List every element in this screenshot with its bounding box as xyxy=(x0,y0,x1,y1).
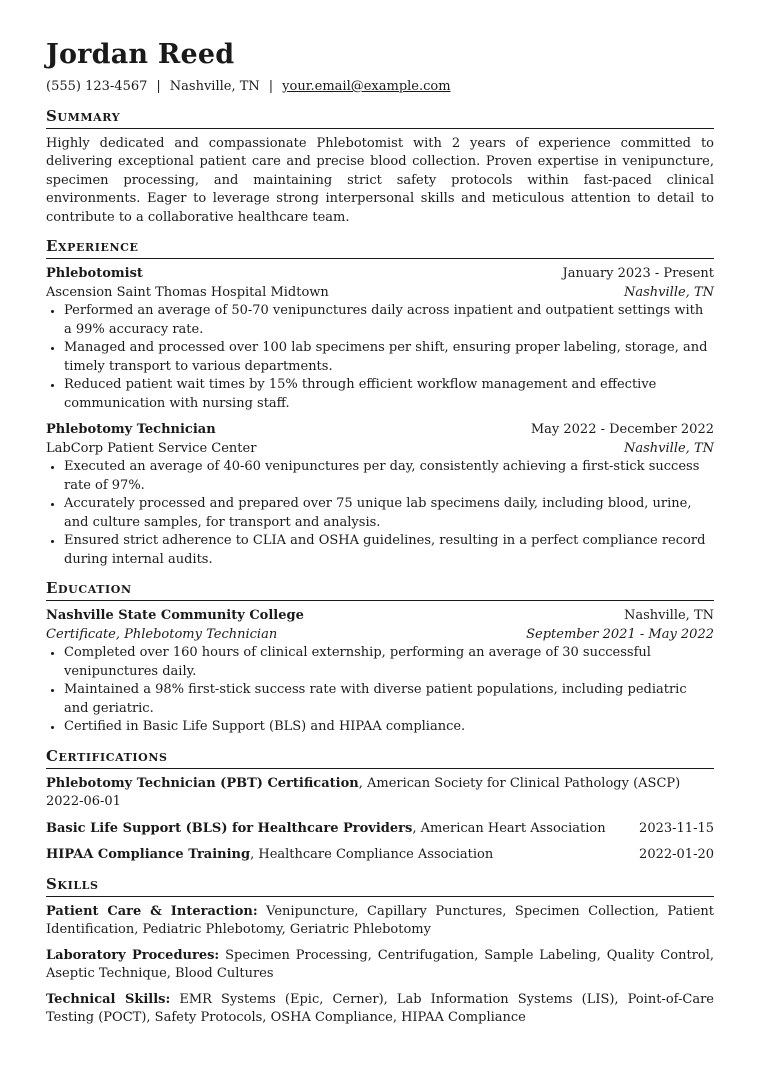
job-entry xyxy=(46,421,714,569)
education-dates: September 2021 - May 2022 xyxy=(526,626,714,642)
cert-issuer: , Healthcare Compliance Association xyxy=(250,847,494,862)
education-section xyxy=(46,579,714,737)
section-title: Certifications xyxy=(46,747,714,769)
school-name: Nashville State Community College xyxy=(46,608,304,623)
section-title: Skills xyxy=(46,875,714,897)
job-dates: May 2022 - December 2022 xyxy=(530,422,714,437)
section-title: Summary xyxy=(46,107,714,129)
job-role: Phlebotomy Technician xyxy=(46,422,216,437)
cert-name: Basic Life Support (BLS) for Healthcare Providers xyxy=(46,820,413,836)
job-company: LabCorp Patient Service Center xyxy=(46,440,257,456)
summary-text: Highly dedicated and compassionate Phlebotomist with 2 years of experience committed to delivering exceptional patient care and precise blood collection. Proven expertise in venipuncture, specimen processing, and maintaining strict safety protocols within fast-paced clinical environments. Eager to leverage strong interpersonal skills and meticulous attention to detail to contribute to a collaborative healthcare team. xyxy=(46,135,714,225)
bullet-item: • Completed over 160 hours of clinical externship, performing an average of 30 successful venipunctures daily. xyxy=(64,644,714,681)
job-role: Phlebotomist xyxy=(46,266,143,281)
section-title: Experience xyxy=(46,237,714,259)
job-bullets xyxy=(46,458,714,569)
skill-items: Venipuncture, Capillary Punctures, Specimen Collection, Patient Identification, Pediatric Phlebotomy, Geriatric Phlebotomy xyxy=(46,903,714,937)
job-company: Ascension Saint Thomas Hospital Midtown xyxy=(46,284,329,300)
skills-section xyxy=(46,875,714,1028)
skill-group xyxy=(46,947,714,984)
skill-label: Patient Care & Interaction: xyxy=(46,903,258,919)
cert-date: 2023-11-15 xyxy=(639,820,714,836)
cert-date: 2022-01-20 xyxy=(639,847,714,862)
degree: Certificate, Phlebotomy Technician xyxy=(46,626,278,642)
bullet-item: • Accurately processed and prepared over 75 unique lab specimens daily, including blood, urine, and culture samples, for transport and analysis. xyxy=(64,495,714,532)
skill-label: Technical Skills: xyxy=(46,991,171,1007)
job-location: Nashville, TN xyxy=(624,440,714,456)
bullet-item: • Certified in Basic Life Support (BLS) and HIPAA compliance. xyxy=(64,718,714,737)
skill-label: Laboratory Procedures: xyxy=(46,947,220,963)
skill-group xyxy=(46,903,714,940)
skill-items: Specimen Processing, Centrifugation, Sample Labeling, Quality Control, Aseptic Technique, Blood Cultures xyxy=(46,947,714,981)
job-dates: January 2023 - Present xyxy=(562,266,714,281)
certification-item xyxy=(46,820,714,839)
bullet-item: • Ensured strict adherence to CLIA and OSHA guidelines, resulting in a perfect compliance record during internal audits. xyxy=(64,532,714,569)
contact-line xyxy=(46,78,714,97)
bullet-item: • Managed and processed over 100 lab specimens per shift, ensuring proper labeling, storage, and timely transport to various departments. xyxy=(64,339,714,376)
cert-name: Phlebotomy Technician (PBT) Certification xyxy=(46,775,359,791)
education-bullets xyxy=(46,644,714,737)
section-title: Education xyxy=(46,579,714,601)
bullet-item: • Maintained a 98% first-stick success rate with diverse patient populations, including pediatric and geriatric. xyxy=(64,681,714,718)
email-link[interactable]: your.email@example.com xyxy=(282,79,451,94)
candidate-name: Jordan Reed xyxy=(46,39,235,70)
location: Nashville, TN xyxy=(169,79,260,94)
bullet-item: • Reduced patient wait times by 15% through efficient workflow management and effective communication with nursing staff. xyxy=(64,376,714,413)
experience-section xyxy=(46,237,714,569)
bullet-item: • Executed an average of 40-60 venipunctures per day, consistently achieving a first-stick success rate of 97%. xyxy=(64,458,714,495)
cert-name: HIPAA Compliance Training xyxy=(46,847,251,862)
skill-items: EMR Systems (Epic, Cerner), Lab Information Systems (LIS), Point-of-Care Testing (POCT), Safety Protocols, OSHA Compliance, HIPAA Compliance xyxy=(46,991,715,1025)
certification-item xyxy=(46,846,714,865)
school-location: Nashville, TN xyxy=(624,608,714,623)
summary-section xyxy=(46,107,714,228)
job-entry xyxy=(46,265,714,413)
certification-item xyxy=(46,775,714,812)
separator: | xyxy=(156,79,161,94)
skill-group xyxy=(46,991,714,1028)
bullet-item: • Performed an average of 50-70 venipunctures daily across inpatient and outpatient settings with a 99% accuracy rate. xyxy=(64,302,714,339)
phone-number: (555) 123-4567 xyxy=(46,79,148,94)
cert-issuer: , American Society for Clinical Pathology (ASCP) xyxy=(358,775,681,791)
job-bullets xyxy=(46,302,714,413)
job-location: Nashville, TN xyxy=(624,284,714,300)
resume-page xyxy=(46,38,714,1028)
certifications-section xyxy=(46,747,714,865)
cert-issuer: , American Heart Association xyxy=(412,820,606,836)
separator: | xyxy=(268,79,274,94)
cert-date: 2022-06-01 xyxy=(46,794,121,809)
